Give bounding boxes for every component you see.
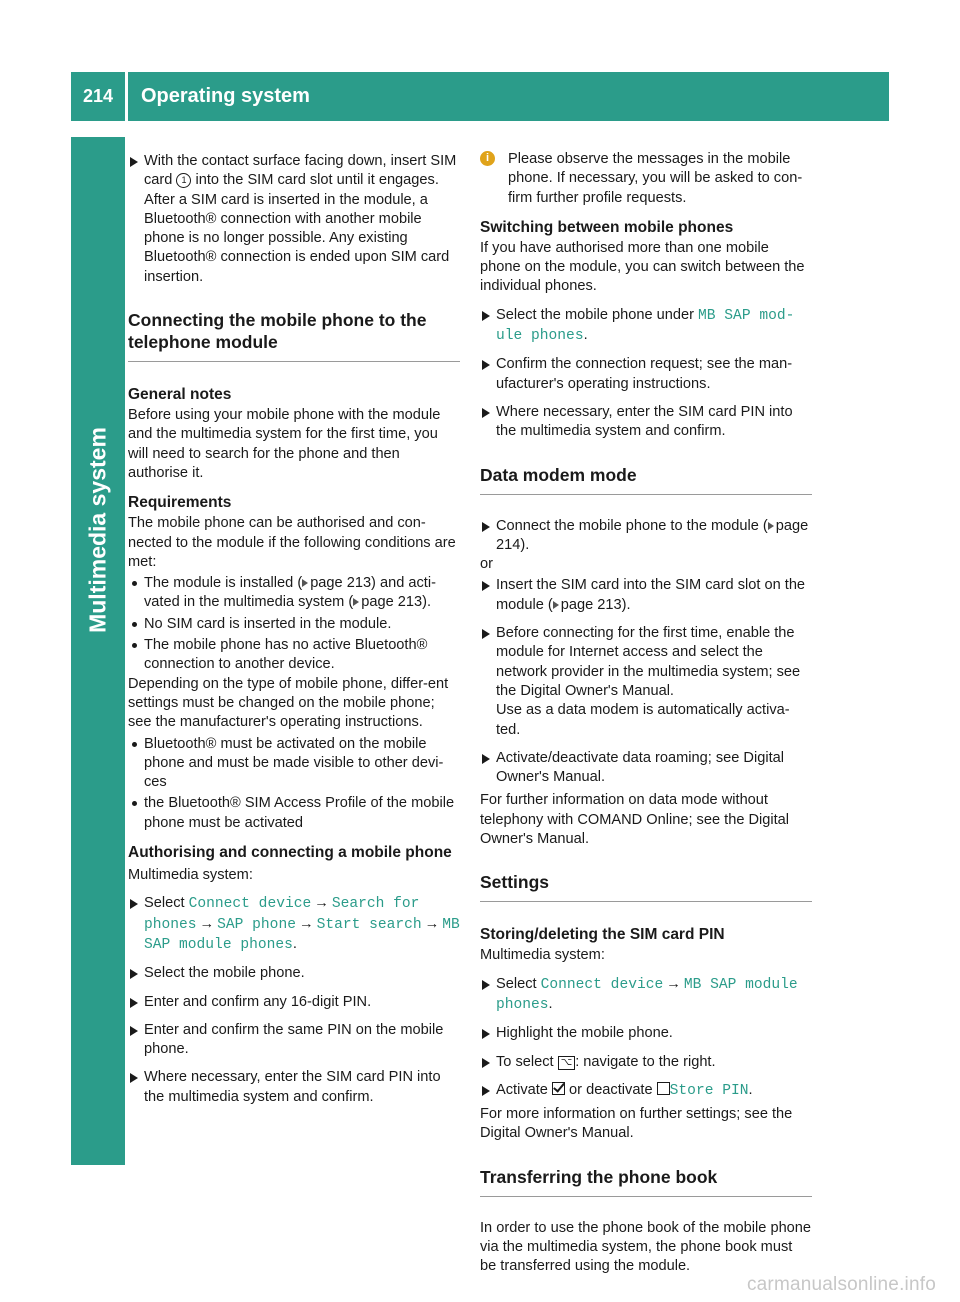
list-text: The module is installed ( [144,575,303,592]
paragraph: If you have authorised more than one mobile phone on the module, you can switch between the individual phones. [480,239,805,295]
step-text: into the SIM card slot until it engages. [195,172,439,189]
list-item: Bluetooth® must be activated on the mobile phone and must be made visible to other devi-ces [128,735,460,793]
menu-mb-sap-module-phones: MB SAP module phones [144,916,460,953]
checkbox-empty-icon [657,1082,670,1095]
step: Before connecting for the first time, enable the module for Internet access and select the network provider in the multimedia system; see the Digital Owner's Manual. [480,624,812,701]
paragraph: Multimedia system: [128,867,253,884]
circled-number-icon: 1 [176,173,191,188]
paragraph: The mobile phone can be authorised and con-nected to the module if the following conditions are met: [128,515,456,570]
menu-store-pin: Store PIN [669,1082,749,1099]
step [480,576,812,615]
header-divider [125,72,128,121]
step: Activate or deactivate Store PIN. [480,1081,812,1101]
page-reference-icon [353,598,359,606]
step: Confirm the connection request; see the man-ufacturer's operating instructions. [480,355,812,394]
paragraph: Multimedia system: [480,947,605,964]
heading-transfer-phonebook: Transferring the phone book [480,1166,812,1197]
or-label: or [480,556,493,573]
arrow-icon: → [424,915,440,932]
page-reference-icon [553,601,559,609]
left-column [128,150,460,1107]
list-item [128,574,460,613]
step-text: Connect the mobile phone to the module ( [496,517,768,534]
list-item: The mobile phone has no active Bluetooth® connection to another device. [128,636,460,675]
step-text: : navigate to the right. [575,1053,716,1070]
step: Where necessary, enter the SIM card PIN into the multimedia system and confirm. [480,403,812,442]
heading-data-modem: Data modem mode [480,464,812,495]
page-reference-icon [302,579,308,587]
list-item: the Bluetooth® SIM Access Profile of the mobile phone must be activated [128,794,460,833]
arrow-icon: → [199,915,215,932]
step-select-menu: Select Connect device → Search for phones → SAP phone → Start search → MB SAP module phones. [128,894,460,955]
step-text: Select [496,975,537,992]
step: Enter and confirm the same PIN on the mobile phone. [128,1021,460,1060]
step-text: or deactivate [569,1081,653,1098]
arrow-icon: → [314,895,329,912]
page-number: 214 [82,86,114,106]
menu-mb-sap-module-phones: MB SAP module phones [496,976,798,1013]
side-tab-label: Multimedia system [84,427,111,633]
paragraph: Use as a data modem is automatically activa-ted. [496,702,790,738]
menu-start-search: Start search [316,916,422,933]
right-column [480,150,812,1277]
arrow-icon: → [298,915,314,932]
note-text: Please observe the messages in the mobile phone. If necessary, you will be asked to con-firm further profile requests. [508,151,803,206]
step-text: page 213). [560,596,631,613]
page-title: Operating system [141,85,310,107]
step: Activate/deactivate data roaming; see Digital Owner's Manual. [480,749,812,788]
paragraph: For more information on further settings; see the Digital Owner's Manual. [480,1106,793,1142]
step-text: To select [496,1053,554,1070]
page-reference-icon [768,522,774,530]
paragraph: For further information on data mode without telephony with COMAND Online; see the Digital Owner's Manual. [480,792,790,848]
heading-general-notes: General notes [128,386,232,404]
step: Enter and confirm any 16-digit PIN. [128,993,460,1012]
step-insert-sim [128,152,460,191]
watermark: carmanualsonline.info [746,1274,936,1295]
menu-connect-device: Connect device [540,976,664,993]
paragraph: Before using your mobile phone with the module and the multimedia system for the first time, you will need to search for the phone and then authorise it. [128,407,441,481]
heading-requirements: Requirements [128,494,232,512]
paragraph: In order to use the phone book of the mobile phone via the multimedia system, the phone book must be transferred using the module. [480,1219,812,1275]
checkbox-checked-icon [552,1082,565,1095]
heading-switching: Switching between mobile phones [480,218,734,236]
list-text: page 213). [361,594,432,611]
step: Highlight the mobile phone. [480,1024,812,1043]
options-menu-icon: ⌥ [558,1056,576,1070]
step-text: With the contact surface facing down, insert SIM card [144,153,457,189]
step [480,517,812,556]
menu-connect-device: Connect device [188,896,312,913]
step: Where necessary, enter the SIM card PIN into the multimedia system and confirm. [128,1068,460,1107]
step [480,1053,812,1072]
heading-storing-pin: Storing/deleting the SIM card PIN [480,926,725,944]
menu-mb-sap-module-phones: MB SAP mod-ule phones [496,307,795,345]
step: Select the mobile phone under MB SAP mod-ule phones. [480,306,812,347]
info-note [480,150,812,208]
step-text: Activate [496,1081,548,1098]
list-text: page 213) and acti-vated in the multimedia system ( [144,575,436,611]
list-item: No SIM card is inserted in the module. [128,615,460,634]
side-tab [71,137,125,1165]
paragraph: Depending on the type of mobile phone, differ-ent settings must be changed on the mobile phone; see the manufacturer's operating instructions. [128,675,449,731]
menu-search-for-phones: Search for phones [144,896,420,933]
step: Select the mobile phone. [128,964,460,983]
step-text: page 214). [496,517,809,553]
step-text: Insert the SIM card into the SIM card slot on the module ( [496,577,806,613]
heading-settings: Settings [480,871,812,902]
heading-authorising: Authorising and connecting a mobile phone [128,844,452,862]
step-text: Select [144,895,185,912]
step-select-menu: Select Connect device → MB SAP module phones. [480,975,812,1016]
info-icon: i [480,151,495,166]
arrow-icon: → [666,975,681,992]
heading-connecting: Connecting the mobile phone to the telephone module [128,309,460,362]
paragraph: After a SIM card is inserted in the module, a Bluetooth® connection with another mobile phone is no longer possible. Any existing Bluetooth® connection is ended upon SIM card insertion. [144,191,450,285]
step-text: Select the mobile phone under [496,306,694,323]
menu-sap-phone: SAP phone [217,916,296,933]
